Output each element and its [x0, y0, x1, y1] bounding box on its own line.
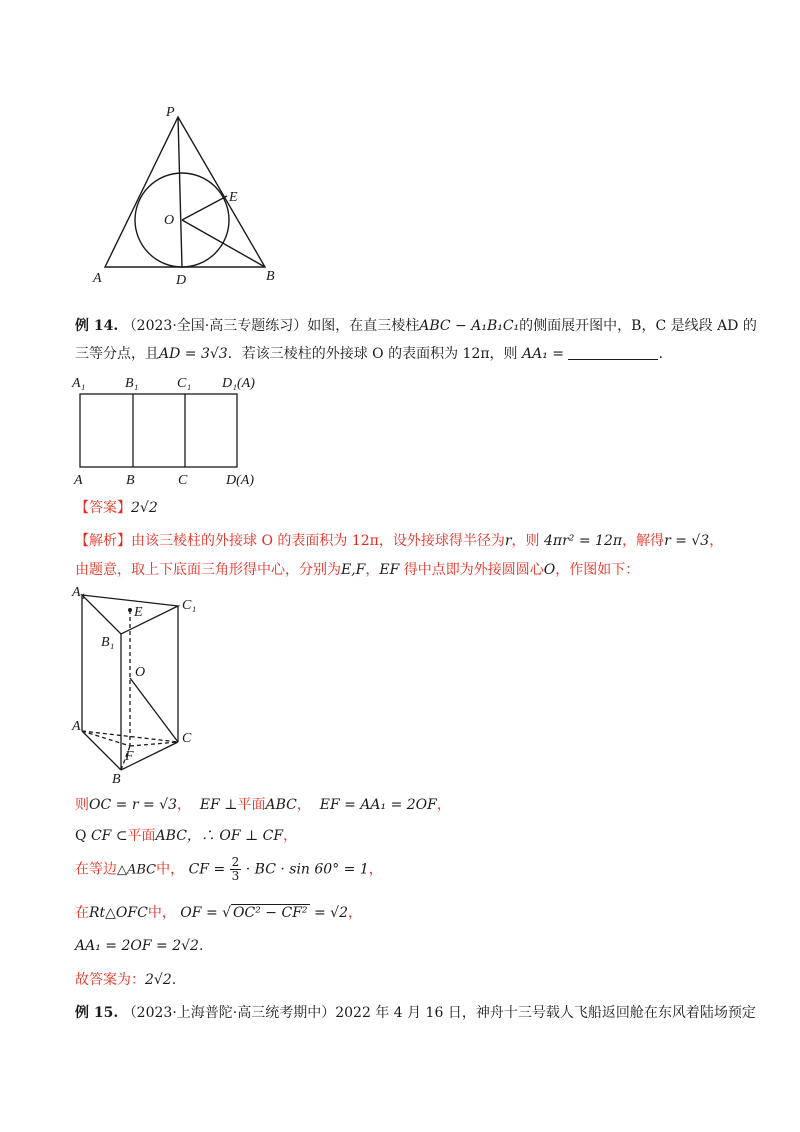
- example14-end: .: [658, 346, 663, 362]
- example14-line2: [75, 344, 663, 364]
- development-rect: [80, 394, 237, 467]
- segment-ob: [182, 220, 265, 267]
- step1-abc: ABC: [265, 797, 297, 813]
- label-da-bottom: D(A): [226, 473, 254, 488]
- example15-line1: [75, 1003, 756, 1023]
- step5-eq: AA₁ = 2OF = 2√2: [75, 938, 199, 954]
- step3-a: 在等边: [75, 861, 117, 878]
- step1: [75, 795, 451, 815]
- step4-c: ，: [348, 905, 362, 921]
- step4-eq: OF =: [180, 905, 218, 921]
- step6: [75, 970, 176, 990]
- label-p: P: [166, 105, 175, 120]
- example14-text-a: 如图，在直三棱柱: [307, 318, 420, 334]
- analysis-line2-d: ，作图如下：: [555, 562, 640, 578]
- label-d: D: [176, 273, 187, 288]
- step2-d: ，∴ OF ⊥ CF: [186, 828, 284, 844]
- step3-rest: · BC · sin 60° = 1: [245, 861, 369, 878]
- label-b-prism: B: [112, 772, 121, 784]
- step2-b: 平面: [127, 828, 156, 844]
- label-c1: C₁: [177, 376, 192, 391]
- analysis-line1-c: ，解得: [622, 533, 665, 549]
- segment-ef: EF: [379, 562, 400, 578]
- step3: [75, 856, 383, 883]
- aa1-expr: AA₁ =: [522, 346, 565, 362]
- analysis-line2-a: 由题意，取上下底面三角形得中心，分别为: [75, 562, 341, 578]
- label-o: O: [164, 213, 175, 228]
- step1-eq: OC = r = √3: [89, 797, 177, 813]
- step2-e: ，: [283, 828, 298, 844]
- label-e: E: [229, 190, 238, 205]
- segment-pd: [178, 117, 182, 267]
- step4-res: = √2: [313, 905, 348, 921]
- step3-tri: △ABC: [117, 862, 157, 878]
- step1-d: ，: [296, 797, 311, 813]
- radius-result: r = √3: [664, 533, 710, 549]
- step4-radicand: OC² − CF²: [233, 905, 308, 921]
- centers-ef: E,F: [341, 562, 366, 578]
- label-c-prism: C: [182, 731, 192, 746]
- ad-expr: AD = 3√3: [159, 346, 228, 362]
- fraction-den: 3: [231, 869, 240, 883]
- analysis-tag: 【解析】: [75, 533, 131, 549]
- analysis-line2: [75, 560, 639, 580]
- top-face: [82, 595, 178, 634]
- step3-b: 中，: [156, 861, 185, 878]
- segment-oe: [182, 196, 227, 220]
- step1-e: ，: [436, 797, 451, 813]
- label-b1: B₁: [125, 376, 139, 391]
- answer-line: [75, 498, 158, 518]
- step1-eq2: EF ⊥: [199, 797, 238, 813]
- label-a: A: [93, 271, 102, 286]
- answer-blank: [568, 345, 658, 360]
- step3-c: ，: [368, 861, 383, 878]
- step4: 在Rt△OFC中， OF = √ OC² − CF² = √2，: [75, 905, 362, 921]
- step1-eq3: EF = AA₁ = 2OF: [319, 797, 437, 813]
- segment-oc: [130, 678, 178, 742]
- analysis-line2-c: 得中点即为外接圆圆心: [403, 562, 544, 578]
- label-e-prism: E: [134, 605, 143, 620]
- radius-symbol: r: [504, 533, 512, 549]
- edge-ab: [82, 731, 121, 770]
- triangle-pab: [105, 117, 265, 267]
- step5-end: .: [198, 938, 204, 954]
- example14-text-c: 三等分点，且: [75, 346, 159, 362]
- step1-c: 平面: [237, 797, 266, 813]
- analysis-line2-b: ，: [365, 562, 380, 578]
- example15-text: 2022 年 4 月 16 日，神舟十三号载人飞船返回舱在东风着陆场预定: [335, 1005, 756, 1021]
- figure-triangle-incircle: [80, 100, 300, 295]
- step5: [75, 936, 203, 956]
- label-c1-prism: C₁: [182, 598, 197, 613]
- step3-cf: CF =: [188, 861, 226, 878]
- answer-value: 2√2: [131, 500, 158, 516]
- step6-end: .: [171, 972, 177, 988]
- analysis-line1-d: ，: [709, 533, 724, 549]
- step2: [75, 826, 297, 846]
- label-f-prism: F: [125, 749, 134, 764]
- label-a1-prism: A₁: [72, 585, 86, 600]
- fraction-two-thirds: [230, 856, 242, 883]
- example14-text-d: ．若该三棱柱的外接球 O 的表面积为 12π，则: [227, 346, 518, 362]
- step2-a: CF ⊂: [90, 828, 128, 844]
- example14-label: 例 14.: [75, 318, 119, 334]
- label-c-bottom: C: [178, 473, 188, 488]
- step1-a: 则: [75, 797, 89, 813]
- label-a-bottom: A: [74, 473, 83, 488]
- example14-source: （2023·全国·高三专题练习）: [122, 318, 308, 334]
- analysis-line1: [75, 531, 723, 551]
- example14-text-b: 的侧面展开图中，B，C 是线段 AD 的: [519, 318, 757, 334]
- label-b-bottom: B: [126, 473, 135, 488]
- center-o: O: [543, 562, 556, 578]
- point-e: [128, 608, 132, 612]
- step1-b: ，: [176, 797, 191, 813]
- fraction-num: 2: [231, 855, 240, 869]
- example15-source: （2023·上海普陀·高三统考期中）: [122, 1005, 336, 1021]
- figure-development: [70, 372, 270, 490]
- surface-area-eq: 4πr² = 12π: [544, 533, 623, 549]
- analysis-line1-a: 由该三棱柱的外接球 O 的表面积为 12π，设外接球得半径为: [131, 533, 505, 549]
- label-b1-prism: B₁: [101, 635, 115, 650]
- prism-expr: ABC − A₁B₁C₁: [419, 318, 520, 334]
- figure-prism: [70, 584, 220, 784]
- label-a-prism: A: [72, 719, 81, 734]
- label-b: B: [266, 269, 275, 284]
- example14-line1: [75, 316, 757, 336]
- step6-value: 2√2: [145, 972, 172, 988]
- label-a1: A₁: [72, 376, 86, 391]
- step2-q: Q: [75, 828, 87, 844]
- step4-a: 在: [75, 905, 89, 921]
- step2-c: ABC: [155, 828, 187, 844]
- analysis-line1-b: ，则: [511, 533, 540, 549]
- step4-rt: Rt△OFC: [89, 905, 148, 921]
- label-o-prism: O: [135, 665, 146, 680]
- answer-tag: 【答案】: [75, 500, 131, 516]
- example15-label: 例 15.: [75, 1005, 119, 1021]
- label-d1a: D₁(A): [222, 376, 255, 391]
- step4-b: 中，: [147, 905, 176, 921]
- step6-a: 故答案为：: [75, 972, 145, 988]
